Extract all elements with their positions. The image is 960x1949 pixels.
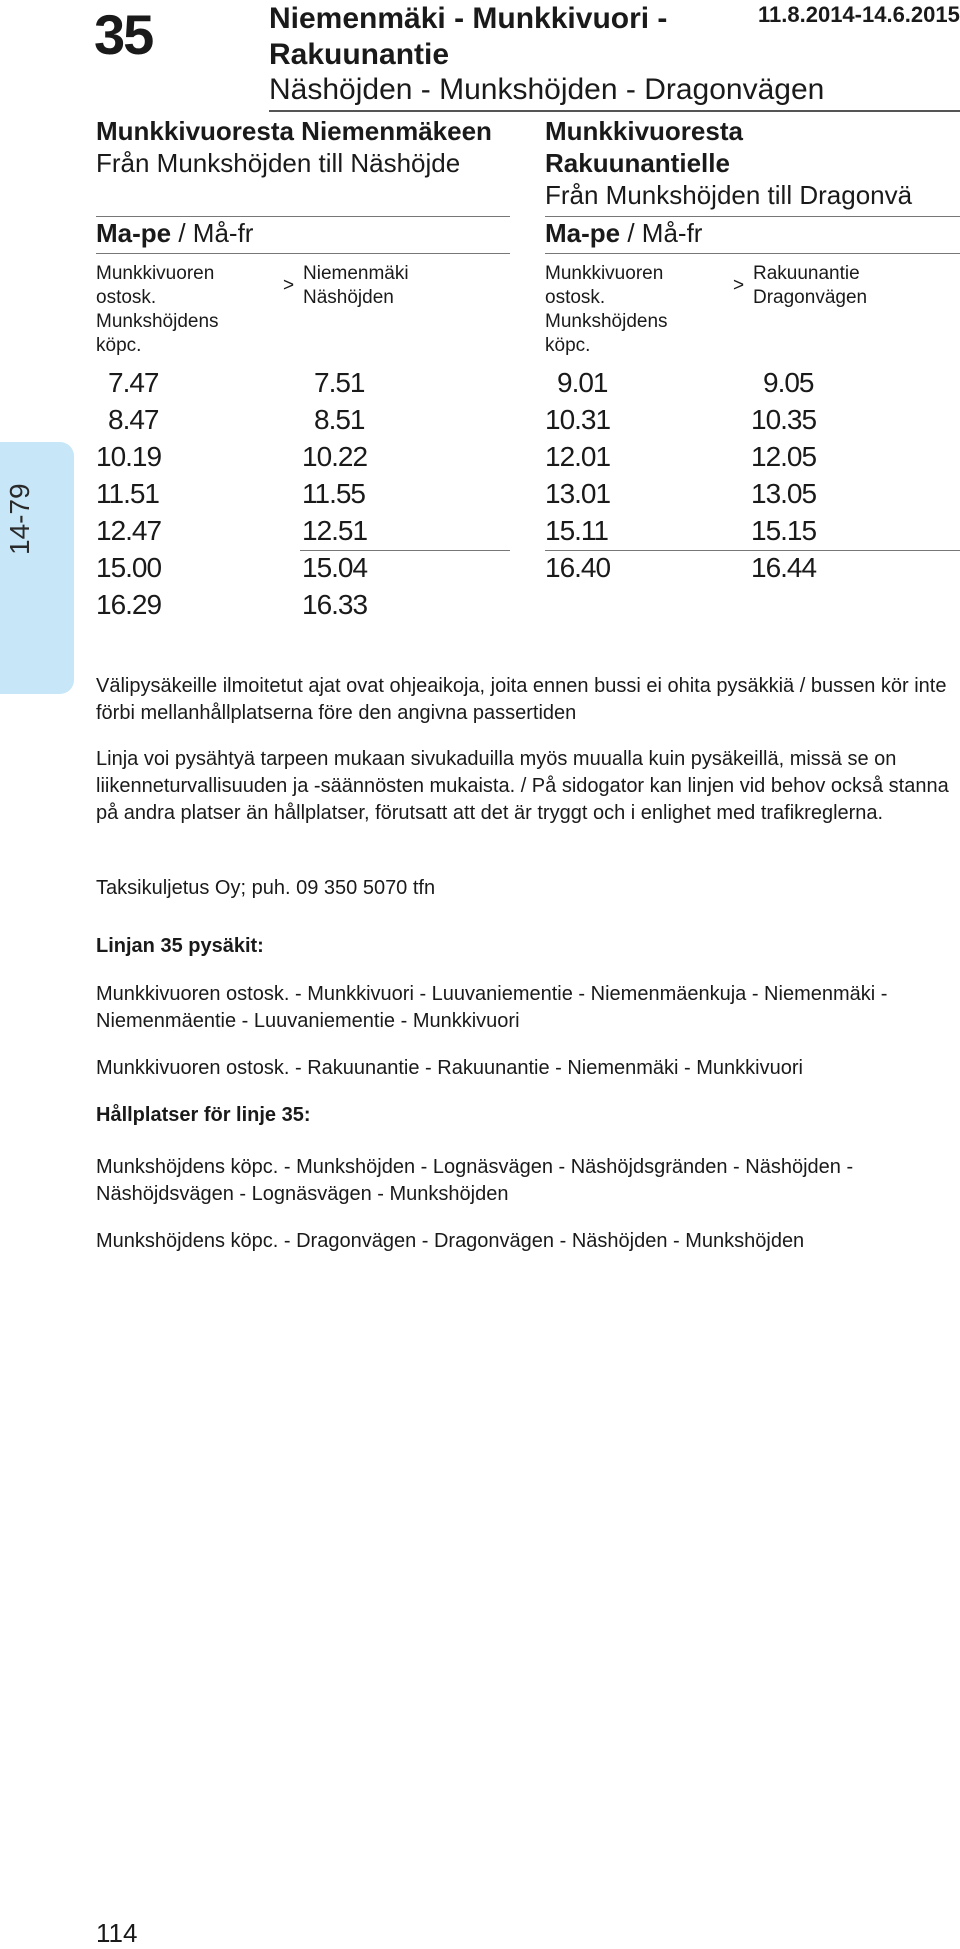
table-row	[545, 402, 960, 439]
arrival-time: 15.04	[302, 552, 368, 583]
departure-time: 11.51	[96, 478, 159, 509]
table-row	[96, 476, 516, 513]
arrival-time: 12.05	[751, 441, 817, 472]
left-group-divider	[300, 550, 510, 551]
route-number: 35	[94, 3, 153, 66]
table-row	[545, 476, 960, 513]
arrival-time: 10.22	[302, 441, 368, 472]
table-row	[545, 439, 960, 476]
arrival-time: 8.51	[314, 404, 365, 435]
table-row	[545, 550, 960, 587]
stopping-note: Linja voi pysähtyä tarpeen mukaan sivukaduilla myös muualla kuin pysäkeillä, missä se on liikenneturvallisuuden ja -säännösten mukaista. / På sidogator kan linjen vid behov också stanna på andra platser än hållplatser, förutsatt att det är tryggt och i enlighet med trafikreglerna.	[96, 748, 949, 824]
stops-route1-sv: Munkshöjdens köpc. - Munkshöjden - Lognäsvägen - Näshöjdsgränden - Näshöjden - Näshöjdsvägen - Lognäsvägen - Munkshöjden	[96, 1156, 854, 1205]
stops-route2-sv: Munkshöjdens köpc. - Dragonvägen - Dragonvägen - Näshöjden - Munkshöjden	[96, 1230, 805, 1252]
right-days: Ma-pe / Må-fr	[545, 218, 703, 248]
left-direction-sv: Från Munkshöjden till Näshöjde	[96, 148, 461, 178]
right-direction-fi-1: Munkkivuoresta	[545, 116, 743, 146]
stops-heading-fi: Linjan 35 pysäkit:	[96, 935, 264, 957]
table-row	[545, 365, 960, 402]
validity-dates: 11.8.2014-14.6.2015	[758, 2, 960, 27]
left-to-stop: Niemenmäki Näshöjden	[303, 263, 409, 308]
arrival-time: 16.33	[302, 589, 368, 620]
departure-time: 13.01	[545, 478, 611, 509]
table-row	[96, 439, 516, 476]
departure-time: 7.47	[108, 367, 159, 398]
departure-time: 15.11	[545, 515, 608, 546]
stops-route1-fi: Munkkivuoren ostosk. - Munkkivuori - Luuvaniementie - Niemenmäenkuja - Niemenmäki - Niemenmäentie - Luuvaniementie - Munkkivuori	[96, 983, 888, 1032]
arrival-time: 7.51	[314, 367, 365, 398]
arrival-time: 10.35	[751, 404, 817, 435]
departure-time: 10.19	[96, 441, 162, 472]
left-timetable	[96, 365, 516, 624]
left-rule-days	[96, 253, 510, 254]
table-row	[96, 587, 516, 624]
departure-time: 16.40	[545, 552, 611, 583]
right-direction-fi-2: Rakuunantielle	[545, 148, 730, 178]
departure-time: 12.47	[96, 515, 162, 546]
table-row	[96, 550, 516, 587]
table-row	[96, 402, 516, 439]
right-direction-sv: Från Munkshöjden till Dragonvä	[545, 180, 913, 210]
timing-note: Välipysäkeille ilmoitetut ajat ovat ohjeaikoja, joita ennen bussi ei ohita pysäkkiä / bussen kör inte förbi mellanhållplatserna före den angivna passertiden	[96, 675, 947, 724]
arrival-time: 11.55	[302, 478, 365, 509]
page-number: 114	[96, 1918, 138, 1948]
arrival-time: 12.51	[302, 515, 368, 546]
right-direction-arrow: >	[733, 275, 745, 296]
arrival-time: 9.05	[763, 367, 814, 398]
arrival-time: 16.44	[751, 552, 817, 583]
table-row	[545, 513, 960, 550]
departure-time: 10.31	[545, 404, 611, 435]
departure-time: 15.00	[96, 552, 162, 583]
right-group-divider	[545, 550, 960, 551]
departure-time: 12.01	[545, 441, 611, 472]
left-days: Ma-pe / Må-fr	[96, 218, 254, 248]
right-from-stop: Munkkivuoren ostosk. Munkshöjdens köpc.	[545, 263, 668, 356]
operator-info: Taksikuljetus Oy; puh. 09 350 5070 tfn	[96, 877, 436, 899]
arrival-time: 13.05	[751, 478, 817, 509]
table-row	[96, 513, 516, 550]
stops-route2-fi: Munkkivuoren ostosk. - Rakuunantie - Rakuunantie - Niemenmäki - Munkkivuori	[96, 1057, 803, 1079]
route-title-fi: Niemenmäki - Munkkivuori - Rakuunantie	[269, 2, 668, 71]
stops-heading-sv: Hållplatser för linje 35:	[96, 1104, 311, 1126]
route-title-sv: Näshöjden - Munkshöjden - Dragonvägen	[269, 73, 825, 106]
arrival-time: 15.15	[751, 515, 817, 546]
section-tab-label: 14-79	[4, 483, 35, 555]
departure-time: 8.47	[108, 404, 159, 435]
departure-time: 9.01	[557, 367, 608, 398]
departure-time: 16.29	[96, 589, 162, 620]
left-direction-fi: Munkkivuoresta Niemenmäkeen	[96, 116, 492, 146]
table-row	[96, 365, 516, 402]
right-timetable	[545, 365, 960, 587]
right-to-stop: Rakuunantie Dragonvägen	[753, 263, 868, 308]
left-direction-arrow: >	[283, 275, 295, 296]
left-from-stop: Munkkivuoren ostosk. Munkshöjdens köpc.	[96, 263, 219, 356]
right-rule-days	[545, 253, 960, 254]
header-rule	[269, 110, 960, 112]
